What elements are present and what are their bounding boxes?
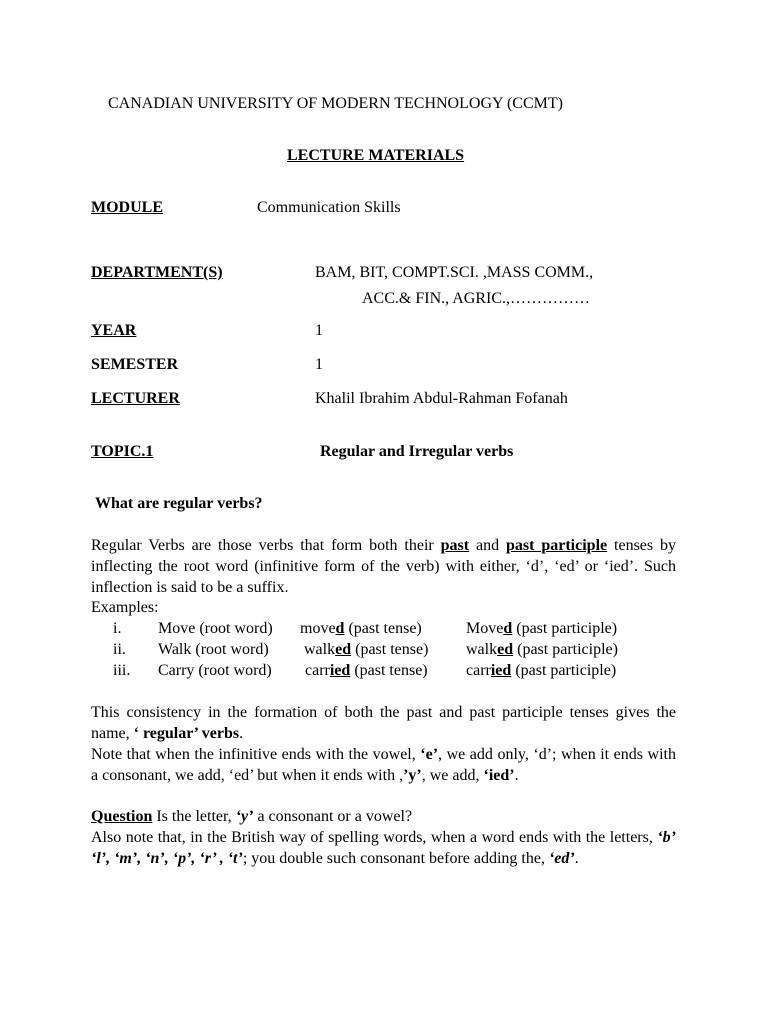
- example-past-participle: [466, 640, 618, 660]
- example-past-participle: [466, 619, 617, 639]
- pp-suffix: d: [503, 620, 513, 637]
- example-root: Walk (root word): [158, 641, 269, 658]
- past-stem: move: [300, 620, 336, 637]
- topic-label: TOPIC.1: [91, 443, 154, 460]
- example-past: [305, 661, 428, 681]
- example-past: [304, 640, 428, 660]
- past-suffix: ied: [329, 662, 351, 679]
- department-value-line1: BAM, BIT, COMPT.SCI. ,MASS COMM.,: [315, 264, 594, 281]
- intro-text-1: Regular Verbs are those verbs that form both their: [91, 537, 441, 554]
- past-note: (past tense): [351, 641, 429, 658]
- pp-note: (past participle): [512, 620, 618, 637]
- note-text-1: Note that when the infinitive ends with the vowel,: [91, 746, 421, 763]
- department-value-line2: ACC.& FIN., AGRIC.,……………: [362, 290, 591, 307]
- topic-value: Regular and Irregular verbs: [320, 443, 514, 460]
- pp-suffix: ed: [497, 641, 514, 658]
- past-stem: walk: [304, 641, 336, 658]
- pp-note: (past participle): [513, 641, 618, 658]
- intro-paragraph: [91, 535, 676, 598]
- question-text-2: a consonant or a vowel?: [253, 808, 413, 825]
- note-text-2: , we add only, ‘d’; when it ends with a consonant, we add, ‘ed’ but when it ends with ,: [91, 746, 676, 784]
- department-label: DEPARTMENT(S): [91, 264, 223, 281]
- intro-keyword-past-participle: past participle: [506, 537, 608, 554]
- lecturer-label: LECTURER: [91, 390, 180, 407]
- note-keyword-e: ‘e’: [420, 746, 439, 763]
- past-note: (past tense): [350, 662, 428, 679]
- past-note: (past tense): [344, 620, 422, 637]
- note-keyword-y: ’y’: [403, 767, 422, 784]
- document-title: LECTURE MATERIALS: [287, 147, 465, 164]
- intro-keyword-past: past: [440, 537, 470, 554]
- examples-label: Examples:: [91, 599, 159, 616]
- institution-heading: CANADIAN UNIVERSITY OF MODERN TECHNOLOGY (CCMT): [108, 95, 563, 112]
- pp-note: (past participle): [511, 662, 617, 679]
- british-keyword-letters: ‘b’ ‘l’, ‘m’, ‘n’, ‘p’, ‘r’ , ‘t’: [91, 829, 676, 867]
- module-label: MODULE: [91, 199, 163, 216]
- semester-value: 1: [315, 356, 323, 373]
- note-text-3: , we add,: [421, 767, 484, 784]
- module-value: Communication Skills: [257, 199, 401, 216]
- intro-text-2: and: [469, 537, 506, 554]
- pp-stem: Move: [466, 620, 504, 637]
- british-keyword-ed: ‘ed’: [548, 850, 575, 867]
- british-text-2: ; you double such consonant before adding the,: [242, 850, 549, 867]
- consistency-text-2: .: [239, 725, 244, 742]
- note-keyword-ied: ‘ied’: [483, 767, 515, 784]
- question-paragraph: [91, 806, 676, 869]
- consistency-keyword: ‘ regular’ verbs: [133, 725, 240, 742]
- question-label: Question: [91, 808, 153, 825]
- pp-stem: walk: [466, 641, 498, 658]
- semester-label: SEMESTER: [91, 356, 179, 373]
- example-number: ii.: [113, 641, 126, 658]
- past-suffix: ed: [335, 641, 352, 658]
- intro-text-3: tenses by inflecting the root word (infinitive form of the verb) with either, ‘d’, ‘ed’ or ‘ied’. Such inflection is said to be a suffix.: [91, 537, 677, 596]
- past-stem: carr: [305, 662, 330, 679]
- british-text-3: .: [574, 850, 579, 867]
- example-root: Move (root word): [158, 620, 273, 637]
- example-past: [300, 619, 422, 639]
- question-heading: What are regular verbs?: [95, 495, 263, 512]
- lecturer-value: Khalil Ibrahim Abdul-Rahman Fofanah: [315, 390, 568, 407]
- consistency-paragraph: [91, 702, 676, 786]
- consistency-text-1: This consistency in the formation of both the past and past participle tenses gives the name,: [91, 704, 676, 742]
- note-text-4: .: [514, 767, 519, 784]
- example-past-participle: [466, 661, 616, 681]
- question-keyword-y: ‘y’: [235, 808, 254, 825]
- british-text-1: Also note that, in the British way of spelling words, when a word ends with the letters,: [91, 829, 658, 846]
- example-root: Carry (root word): [158, 662, 272, 679]
- question-text-1: Is the letter,: [152, 808, 236, 825]
- year-value: 1: [315, 322, 323, 339]
- pp-suffix: ied: [490, 662, 512, 679]
- past-suffix: d: [335, 620, 345, 637]
- example-number: iii.: [113, 662, 131, 679]
- example-number: i.: [113, 620, 122, 637]
- pp-stem: carr: [466, 662, 491, 679]
- year-label: YEAR: [91, 322, 137, 339]
